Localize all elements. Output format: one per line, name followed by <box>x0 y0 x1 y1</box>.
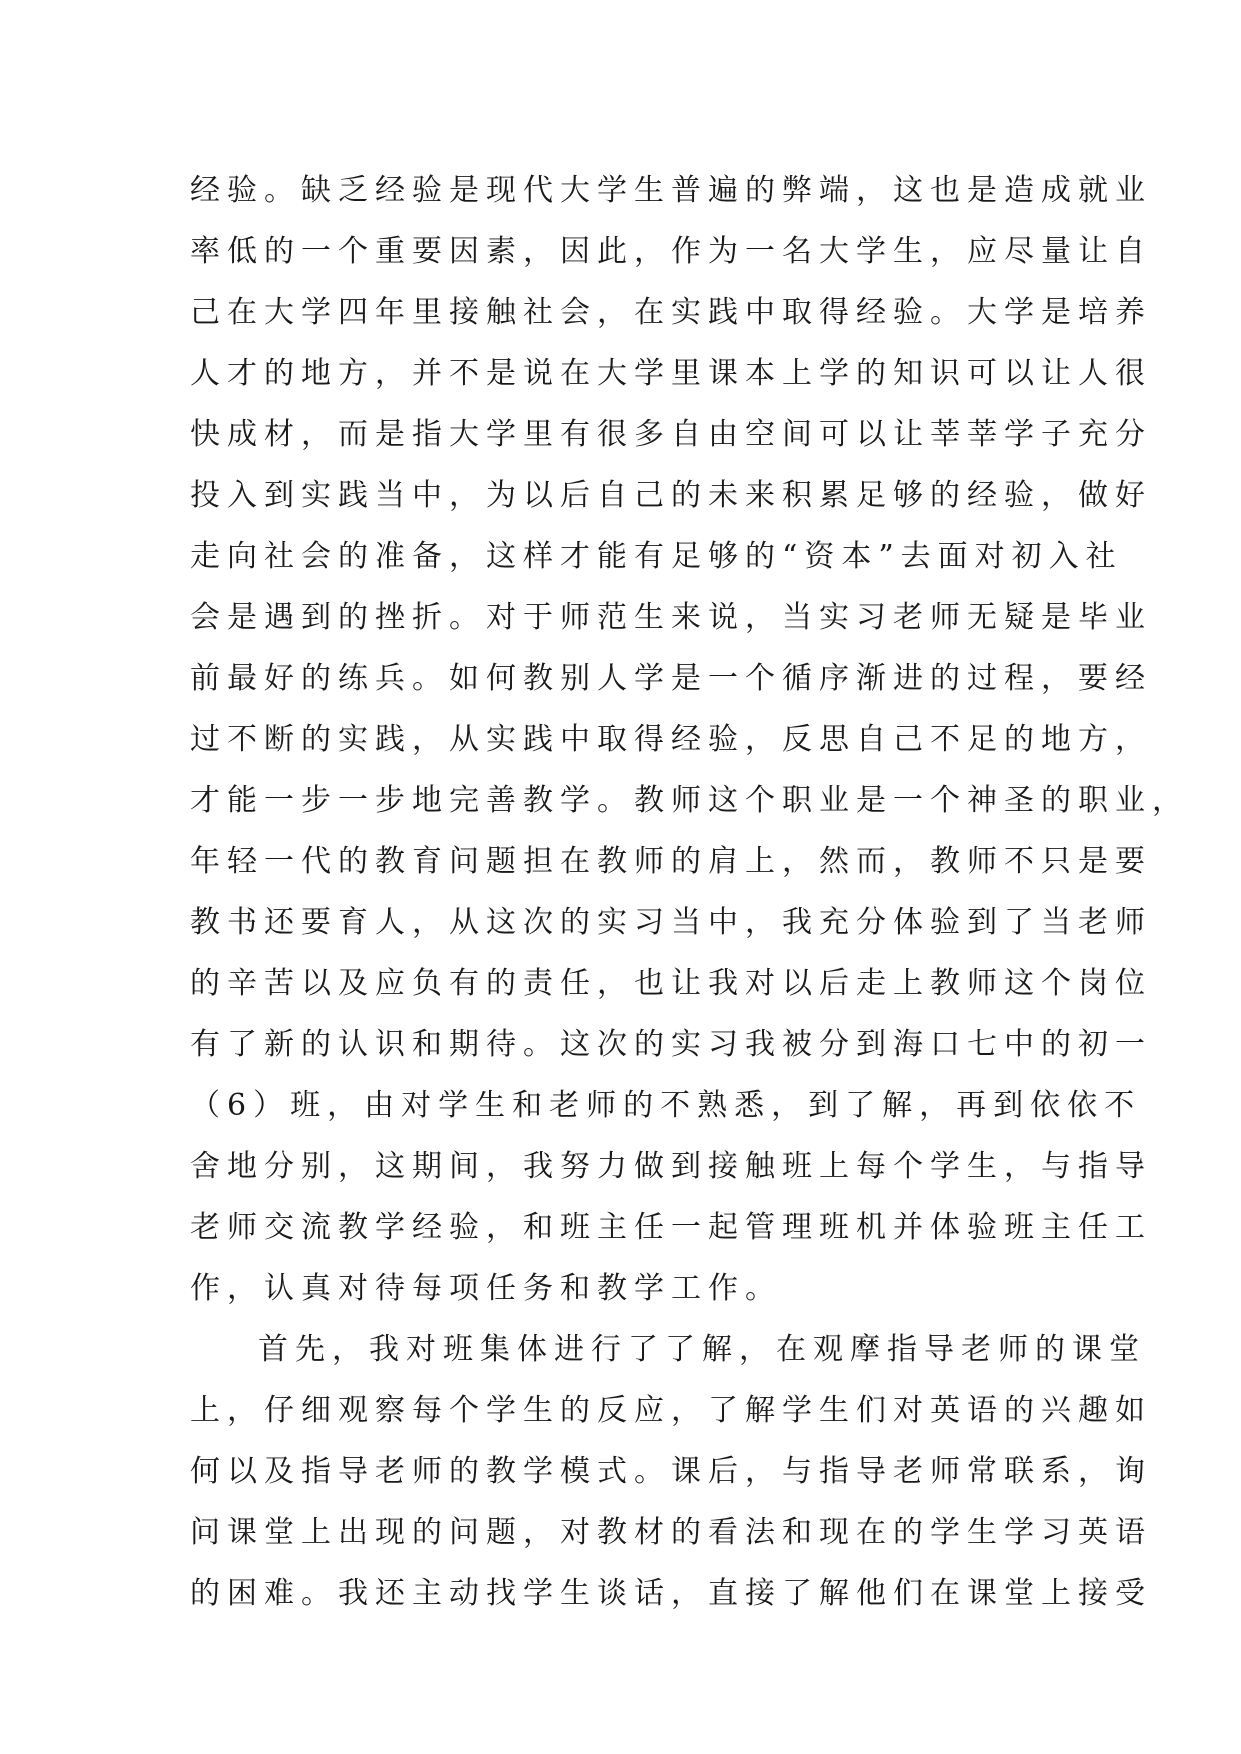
text-line: 投入到实践当中，为以后自己的未来积累足够的经验，做好 <box>190 478 1152 513</box>
text-line: 率低的一个重要因素，因此，作为一名大学生，应尽量让自 <box>190 234 1152 269</box>
text-line: 过不断的实践，从实践中取得经验，反思自己不足的地方， <box>190 722 1152 757</box>
text-line: 作，认真对待每项任务和教学工作。 <box>190 1271 782 1306</box>
text-line: 的困难。我还主动找学生谈话，直接了解他们在课堂上接受 <box>190 1576 1152 1611</box>
text-line: 人才的地方，并不是说在大学里课本上学的知识可以让人很 <box>190 356 1152 391</box>
text-line: 有了新的认识和期待。这次的实习我被分到海口七中的初一 <box>190 1027 1152 1062</box>
text-line: 走向社会的准备，这样才能有足够的“资本”去面对初入社 <box>190 539 1123 574</box>
text-line: 才能一步一步地完善教学。教师这个职业是一个神圣的职业， <box>190 783 1189 818</box>
text-line: 年轻一代的教育问题担在教师的肩上，然而，教师不只是要 <box>190 844 1152 879</box>
text-line: 前最好的练兵。如何教别人学是一个循序渐进的过程，要经 <box>190 661 1152 696</box>
text-line: 老师交流教学经验，和班主任一起管理班机并体验班主任工 <box>190 1210 1152 1245</box>
text-line: 何以及指导老师的教学模式。课后，与指导老师常联系，询 <box>190 1454 1152 1489</box>
text-line: 问课堂上出现的问题，对教材的看法和现在的学生学习英语 <box>190 1515 1152 1550</box>
paragraph-1 <box>190 160 1189 1319</box>
text-line: 快成材，而是指大学里有很多自由空间可以让莘莘学子充分 <box>190 417 1152 452</box>
text-line: 上，仔细观察每个学生的反应，了解学生们对英语的兴趣如 <box>190 1393 1152 1428</box>
text-line: 的辛苦以及应负有的责任，也让我对以后走上教师这个岗位 <box>190 966 1152 1001</box>
text-line: 舍地分别，这期间，我努力做到接触班上每个学生，与指导 <box>190 1149 1152 1184</box>
text-line: 首先，我对班集体进行了了解，在观摩指导老师的课堂 <box>258 1332 1146 1367</box>
text-line: 己在大学四年里接触社会，在实践中取得经验。大学是培养 <box>190 295 1152 330</box>
text-line: 经验。缺乏经验是现代大学生普遍的弊端，这也是造成就业 <box>190 173 1152 208</box>
document-body <box>190 160 1189 1624</box>
paragraph-2 <box>190 1319 1152 1624</box>
text-line: 会是遇到的挫折。对于师范生来说，当实习老师无疑是毕业 <box>190 600 1152 635</box>
text-line: 教书还要育人，从这次的实习当中，我充分体验到了当老师 <box>190 905 1152 940</box>
text-line: （6）班，由对学生和老师的不熟悉，到了解，再到依依不 <box>190 1088 1142 1123</box>
